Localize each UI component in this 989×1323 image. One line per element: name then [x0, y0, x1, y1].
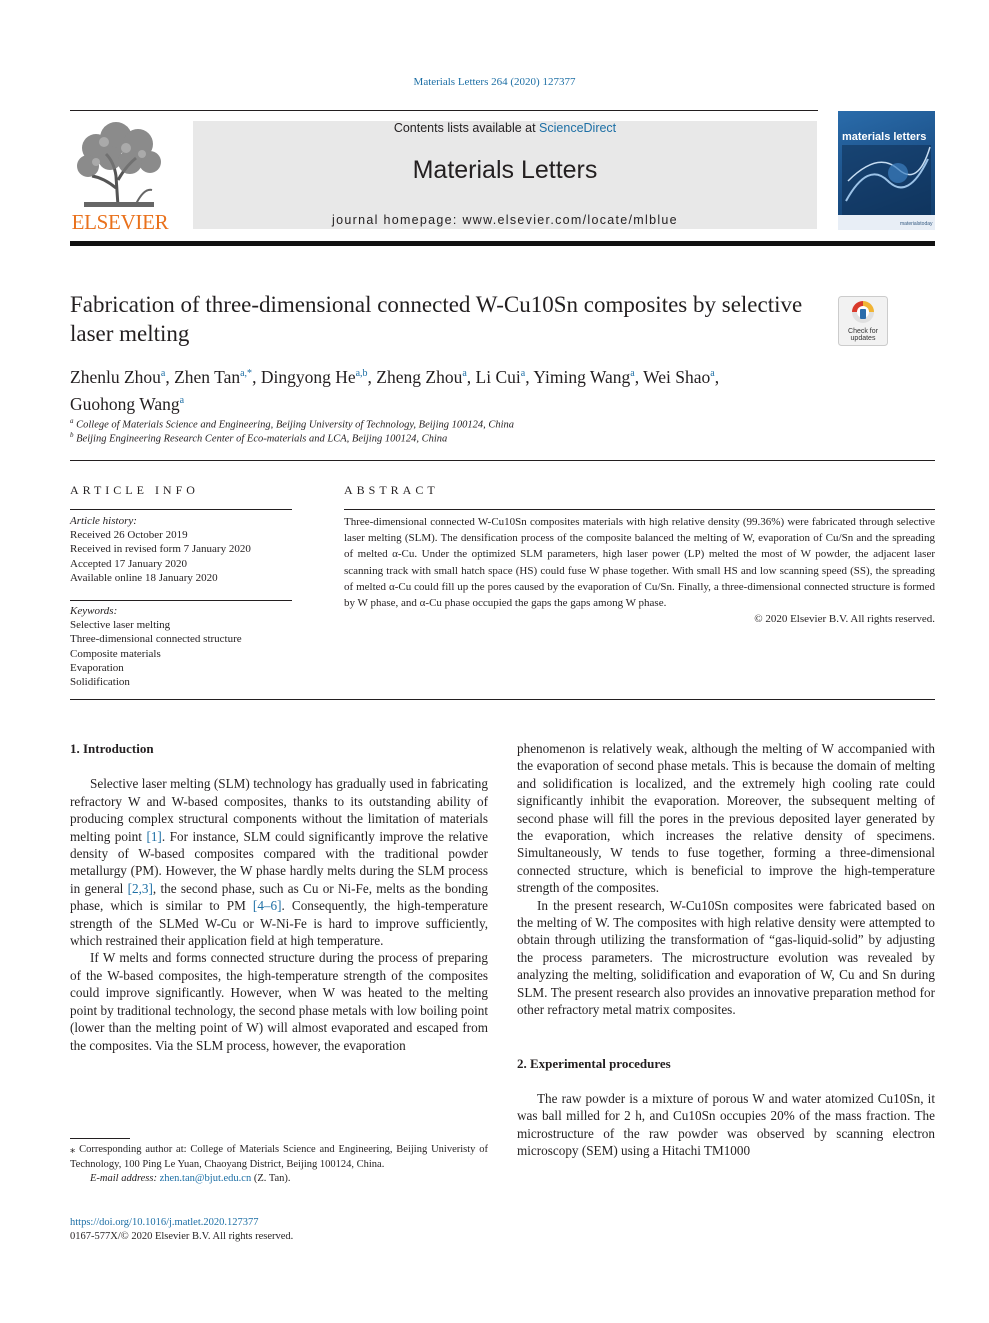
abstract-heading: ABSTRACT [344, 483, 439, 497]
author[interactable]: Wei Shao$^a$, [643, 366, 720, 387]
journal-title: Materials Letters [412, 156, 598, 184]
author[interactable]: Yiming Wang$^a$, [533, 366, 644, 387]
keyword: Composite materials [70, 647, 161, 660]
author-list [70, 362, 870, 416]
article-history [70, 514, 292, 585]
footnote: ⁎ Corresponding author at: College of Materials Science and Engineering, Beijing Univeristy of Technology, 100 Ping Le Yuan, Chaoyang District, Beijing 100124, China. E-mail address: zhen.tan@bjut.edu.cn (Z. Tan). [70, 1144, 488, 1184]
author[interactable]: Dingyong He$^{a,b}$, [260, 366, 377, 387]
keyword: Evaporation [70, 661, 124, 674]
header-thick-rule [70, 241, 935, 246]
badge-line1: Check for [848, 328, 878, 335]
homepage-link[interactable]: www.elsevier.com/locate/mlblue [462, 213, 678, 227]
footnote-rule [70, 1138, 130, 1139]
keyword: Solidification [70, 676, 130, 689]
check-for-updates-badge[interactable] [838, 296, 888, 346]
abstract-text: Three-dimensional connected W-Cu10Sn composites materials with high relative density (99.36%) were fabricated through selective laser melting (SLM). The densification process of the composite balanced the melting of W, evaporation of Cu/Sn and the spreading of melted α-Cu. Under the optimized SLM parameters, high laser power (LP) melted the most of W powder, the adjacent laser scanning track with small hatch space (HS) could fuse W phase together. With small HS and low scanning speed (SS), the spreading of melted α-Cu could fill up the pores caused by the evaporation of Cu/Sn. Finally, a three-dimensional connected structure is formed by W phase, and α-Cu phase occupied the gaps the gaps among W phase. [344, 516, 935, 610]
paragraph: phenomenon is relatively weak, although the melting of W accompanied with the evaporation of second phase metals. This is because the domain of melting and solidification is localized, and the extremely high cooling rate could significantly inhibit the evaporation. Moreover, the subsequent melting of second phase will fill the pores in the previous deposited layer generated by the evaporation, which increases the relative density of specimens. Simultaneously, W tends to fuse together, forming a three-dimensional connected structure, which is beneficial to improve the high-temperature strength of the composites. [517, 741, 935, 896]
abstract-copyright: © 2020 Elsevier B.V. All rights reserved. [754, 613, 935, 626]
doi-link[interactable]: https://doi.org/10.1016/j.matlet.2020.127377 [70, 1217, 259, 1228]
author[interactable]: Zheng Zhou$^a$, [376, 366, 476, 387]
affiliation-rule [70, 460, 935, 461]
abstract-body [344, 514, 935, 627]
sciencedirect-link[interactable]: ScienceDirect [539, 121, 617, 135]
paragraph: The raw powder is a mixture of porous W and water atomized Cu10Sn, it was ball milled for 2 h, and Cu10Sn occupies 20% of the mass fraction. The microstructure of the raw powder was observed by scanning electron microscopy (SEM) using a Hitachi TM1000 [517, 1090, 935, 1159]
author[interactable]: Zhen Tan$^{a,*}$, [174, 366, 261, 387]
body-left-column [70, 740, 488, 1054]
citation-link[interactable]: [4–6] [252, 898, 282, 914]
abstract-rule [344, 509, 935, 510]
issn-line: 0167-577X/© 2020 Elsevier B.V. All rights reserved. [70, 1231, 294, 1242]
journal-homepage: journal homepage: www.elsevier.com/locate/mlblue [332, 213, 678, 227]
paragraph: If W melts and forms connected structure during the process of preparing of the W-based composites, the high-temperature strength of the composites could improve significantly. However, when W was heated to the melting point by traditional technology, the second phase metals with low boiling point (lower than the melting point of W) will almost evaporated and escaped from the composites. Via the SLM process, however, the evaporation [70, 950, 488, 1053]
badge-line2: updates [850, 335, 876, 342]
keyword: Three-dimensional connected structure [70, 633, 242, 646]
keywords-rule [70, 600, 292, 601]
affiliation-a: $^a$ College of Materials Science and Engineering, Beijing University of Technology, Beijing 100124, China [70, 417, 515, 431]
history-item: Received in revised form 7 January 2020 [70, 543, 251, 556]
article-info-heading: ARTICLE INFO [70, 483, 199, 497]
author[interactable]: Li Cui$^a$, [475, 366, 534, 387]
corresponding-author-note: ⁎ Corresponding author at: College of Materials Science and Engineering, Beijing Univeristy of Technology, 100 Ping Le Yuan, Chaoyang District, Beijing 100124, China. [70, 1144, 488, 1170]
citation-link[interactable]: [1] [146, 828, 162, 844]
history-label: Article history: [70, 515, 137, 527]
keywords-label: Keywords: [70, 605, 118, 617]
history-item: Available online 18 January 2020 [70, 571, 218, 584]
author[interactable]: Zhenlu Zhou$^a$, [70, 366, 175, 387]
email-link[interactable]: zhen.tan@bjut.edu.cn [159, 1173, 252, 1184]
elsevier-wordmark: ELSEVIER [71, 210, 169, 234]
keyword: Selective laser melting [70, 619, 171, 632]
history-item: Accepted 17 January 2020 [70, 557, 187, 570]
paragraph: In the present research, W-Cu10Sn composites were fabricated based on the melting of W. The composites with high relative density were attempted to obtain through utilizing the transformation of “gas-liquid-solid” by adjusting the process parameters. The microstructure evolution was revealed by analyzing the melting, solidification and evaporation of W, Cu and Sn during SLM. The present research also provides an innovative preparation method for other refractory metal matrix composites. [517, 897, 935, 1018]
author[interactable]: Guohong Wang$^a$ [70, 393, 185, 414]
journal-reference[interactable]: Materials Letters 264 (2020) 127377 [413, 76, 576, 88]
paragraph: Selective laser melting (SLM) technology has gradually used in fabricating refractory W and W-based composites, thanks to its outstanding ability of producing complex structural components without the limitation of materials melting point [1]. For instance, SLM could significantly improve the relative density of W-based composites compared with the traditional powder metallurgy (PM). However, the W phase hardly melts during the SLM process in general [2,3], the second phase, such as Cu or Ni-Fe, melts as the bonding phase, which is similar to PM [4–6]. Consequently, the high-temperature strength of the SLMed W-Cu or W-Ni-Fe is hard to improve sufficiently, which restrained their application field at high temperature. [70, 776, 488, 949]
cover-title: materials letters [842, 131, 927, 143]
paper-title: Fabrication of three-dimensional connected W-Cu10Sn composites by selective laser melting [70, 292, 803, 346]
affiliation-b: $^b$ Beijing Engineering Research Center of Eco-materials and LCA, Beijing 100124, China [70, 431, 448, 445]
header-top-rule [70, 110, 818, 111]
abstract-bottom-rule [70, 699, 935, 700]
contents-line: Contents lists available at ScienceDirect [393, 121, 617, 135]
article-info-rule [70, 509, 292, 510]
citation-link[interactable]: [2,3] [127, 880, 153, 896]
cover-footer: materialstoday [900, 221, 933, 227]
journal-cover-image [838, 111, 935, 230]
section-heading: 2. Experimental procedures [517, 1055, 671, 1071]
keywords [70, 604, 292, 689]
body-right-column [517, 740, 935, 1160]
section-heading: 1. Introduction [70, 741, 154, 756]
history-item: Received 26 October 2019 [70, 529, 188, 542]
